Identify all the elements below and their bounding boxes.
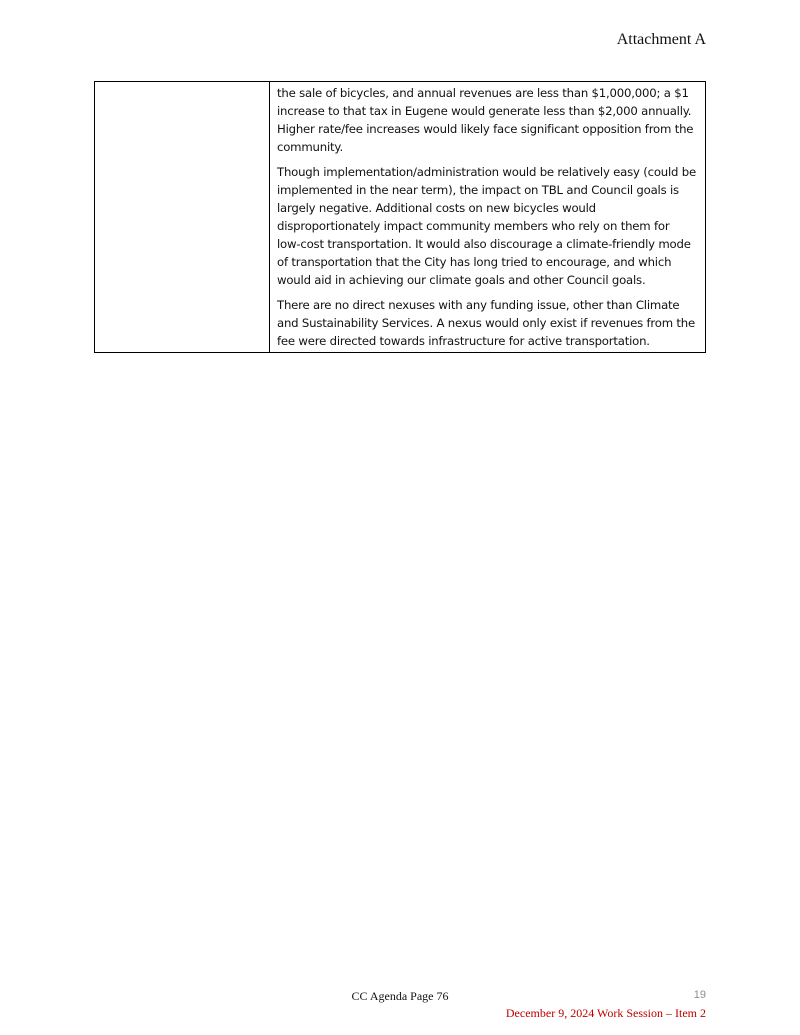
work-session-label: December 9, 2024 Work Session – Item 2 xyxy=(505,1006,706,1020)
evaluation-table xyxy=(94,81,706,353)
page-number: 19 xyxy=(693,989,706,1001)
agenda-page-label: CC Agenda Page 76 xyxy=(351,989,449,1003)
paragraph-implementation: Though implementation/administration would be relatively easy (could be implemented in the near term), the impact on TBL and Council goals is largely negative. Additional costs on new bicycles would disproportionately impact community members who rely on them for low-cost transportation. It would also discourage a climate-friendly mode of transportation that the City has long tried to encourage, and which would aid in achieving our climate goals and other Council goals. xyxy=(277,165,696,287)
paragraph-nexus: There are no direct nexuses with any funding issue, other than Climate and Sustainability Services. A nexus would only exist if revenues from the fee were directed towards infrastructure for active transportation. xyxy=(277,298,695,348)
table-cell-left xyxy=(95,82,270,352)
table-cell-right xyxy=(270,82,705,352)
paragraph-revenue: the sale of bicycles, and annual revenues are less than $1,000,000; a $1 increase to that tax in Eugene would generate less than $2,000 annually. Higher rate/fee increases would likely face significant opposition from the community. xyxy=(277,86,694,154)
attachment-label: Attachment A xyxy=(616,31,706,48)
